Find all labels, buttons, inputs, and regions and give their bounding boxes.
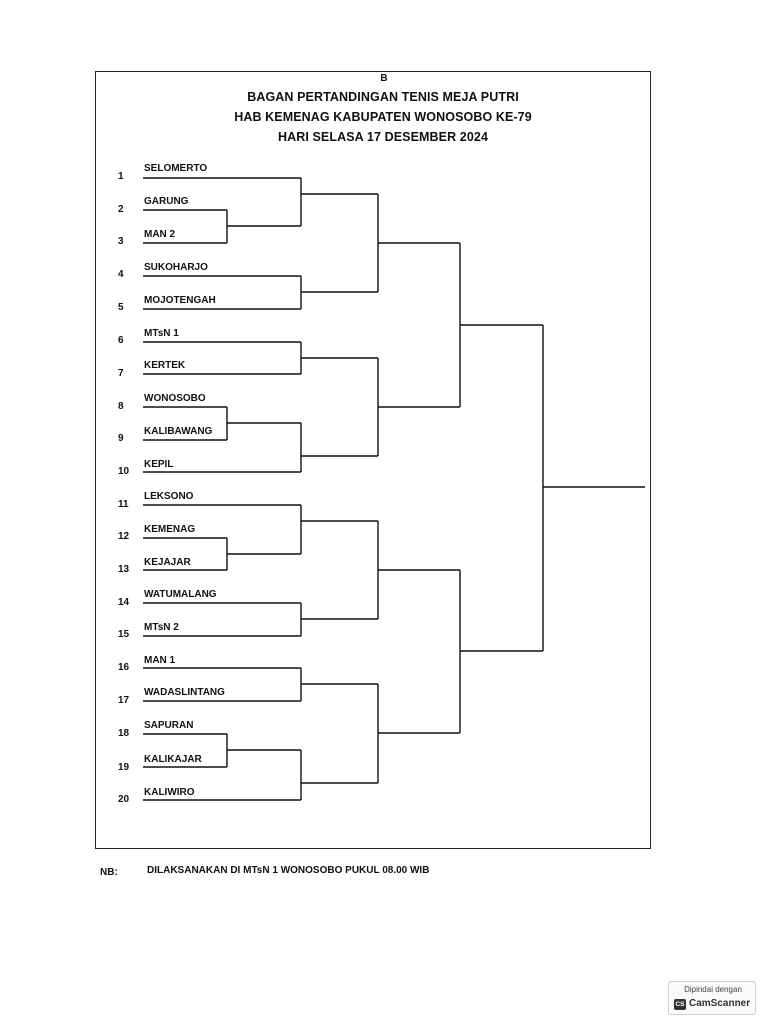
team-number: 10: [118, 466, 130, 477]
bracket-line: [143, 178, 301, 309]
bracket-line: [143, 505, 301, 636]
team-name: MAN 1: [144, 655, 176, 666]
title-line-1: BAGAN PERTANDINGAN TENIS MEJA PUTRI: [247, 90, 519, 104]
team-number: 13: [118, 564, 130, 575]
team-name: SUKOHARJO: [144, 262, 208, 273]
watermark-caption: Dipindai dengan: [684, 985, 742, 994]
bracket-connector: [227, 407, 378, 472]
team-name: WADASLINTANG: [144, 687, 225, 698]
team-name: GARUNG: [144, 196, 189, 207]
team-number: 1: [118, 171, 124, 182]
camscanner-watermark: [668, 981, 756, 1015]
title-line-3: HARI SELASA 17 DESEMBER 2024: [277, 130, 489, 144]
team-number: 2: [118, 204, 124, 215]
team-number: 18: [118, 728, 130, 739]
team-name: KALIBAWANG: [144, 426, 213, 437]
bracket-line: [143, 668, 301, 800]
footer-nb-label: NB:: [100, 867, 118, 878]
bracket-connector: [227, 505, 378, 570]
bracket-connector: [227, 734, 378, 800]
team-name: MAN 2: [144, 229, 176, 240]
team-number: 20: [118, 794, 130, 805]
bracket-connector: [301, 668, 378, 701]
title-line-2: HAB KEMENAG KABUPATEN WONOSOBO KE-79: [234, 110, 532, 124]
team-name: KEMENAG: [144, 524, 196, 535]
team-number: 17: [118, 695, 130, 706]
team-number: 8: [118, 401, 124, 412]
team-name: KALIWIRO: [144, 787, 195, 798]
watermark-brand: CamScanner: [689, 998, 751, 1009]
team-name: KALIKAJAR: [144, 754, 202, 765]
bracket-connector: [227, 178, 378, 243]
team-name: KEPIL: [144, 459, 174, 470]
team-name: KERTEK: [144, 360, 186, 371]
team-name: WATUMALANG: [144, 589, 217, 600]
team-number: 14: [118, 597, 130, 608]
team-name: SELOMERTO: [144, 163, 208, 174]
team-number: 3: [118, 236, 124, 247]
camscanner-logo-icon: CS: [675, 1001, 685, 1008]
team-name: MTsN 1: [144, 328, 179, 339]
team-number: 11: [118, 499, 129, 510]
bracket-connector: [301, 521, 460, 636]
team-number: 6: [118, 335, 124, 346]
team-number: 19: [118, 762, 130, 773]
bracket-line: [143, 342, 301, 472]
team-number: 4: [118, 269, 124, 280]
team-name: KEJAJAR: [144, 557, 191, 568]
team-number: 7: [118, 368, 124, 379]
bracket-final: [543, 325, 645, 651]
team-name: MOJOTENGAH: [144, 295, 216, 306]
team-name: LEKSONO: [144, 491, 194, 502]
team-number: 5: [118, 302, 124, 313]
team-number: 16: [118, 662, 130, 673]
footer-note: DILAKSANAKAN DI MTsN 1 WONOSOBO PUKUL 08.00 WIB: [147, 865, 430, 876]
team-number: 9: [118, 433, 124, 444]
bracket-connector: [301, 342, 378, 374]
bracket-connector: [378, 243, 543, 456]
team-name: WONOSOBO: [144, 393, 206, 404]
team-name: MTsN 2: [144, 622, 179, 633]
team-name: SAPURAN: [144, 720, 194, 731]
bracket-connector: [378, 570, 543, 783]
team-number: 15: [118, 629, 130, 640]
bracket-connector: [301, 194, 460, 309]
header-letter: B: [380, 73, 388, 84]
team-number: 12: [118, 531, 130, 542]
